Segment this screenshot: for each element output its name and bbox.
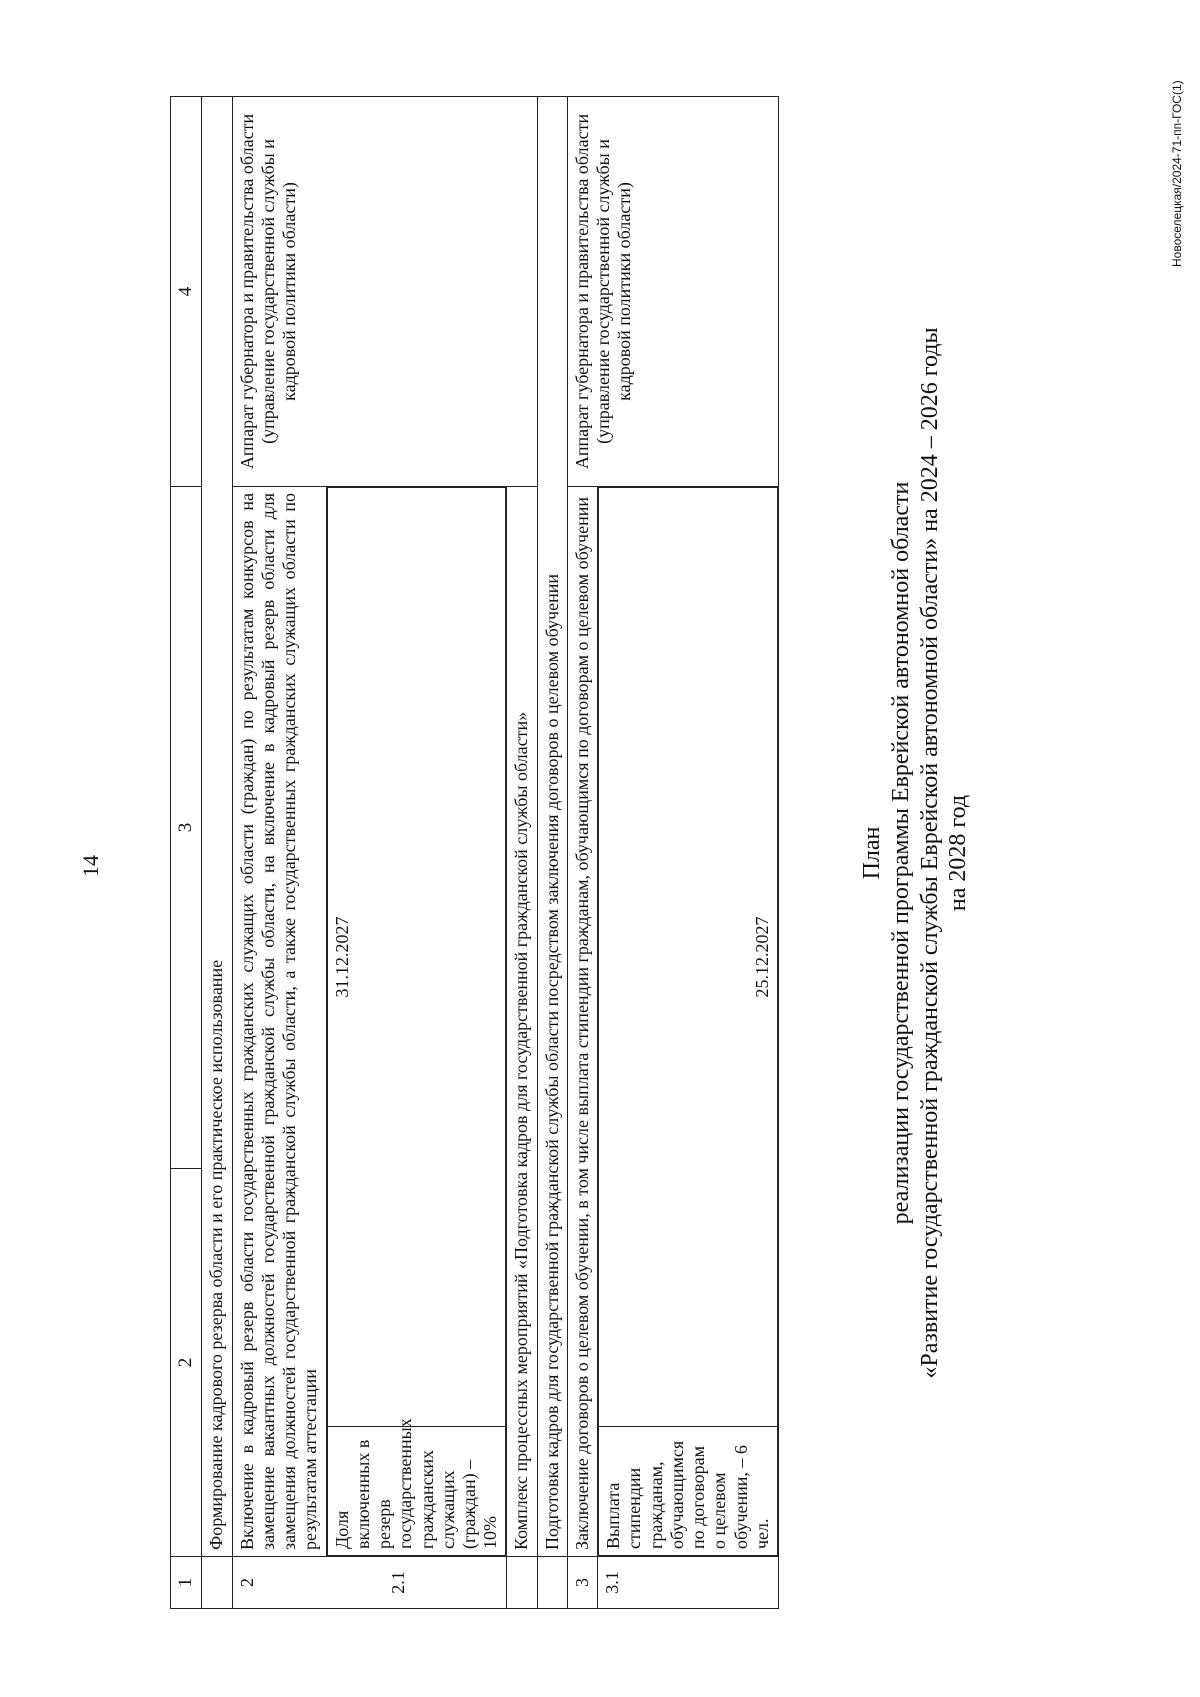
- complex-title: Комплекс процессных мероприятий «Подготовка кадров для государственной гражданской службы области»: [507, 487, 537, 1557]
- row-number: 2 2.1: [232, 1557, 507, 1609]
- plan-title: План: [859, 826, 885, 880]
- task-text: Включение в кадровый резерв области государственных гражданских служащих области (граждан) по результатам конкурсов на замещение вакантных должностей государственной гражданской службы области, на включение в кадровый резерв области для замещения должностей государственной гражданской службы области, а также государственных гражданских служащих области по результатам аттестации: [232, 487, 326, 1557]
- indicator-text: Выплата стипендии гражданам, обучающимся по договорам о целевом обучении, – 6 чел.: [599, 1427, 778, 1556]
- responsible-executor: Аппарат губернатора и правительства области (управление государственной службы и кадровой политики области): [232, 97, 537, 487]
- row-number: 2.1: [387, 1571, 408, 1594]
- indicator-text: Доля включенных в резерв государственных гражданских служащих (граждан) – 10%: [327, 1427, 506, 1556]
- indicator-inner: [598, 487, 778, 1556]
- section-row: [537, 97, 567, 1609]
- indicator-date: 25.12.2027: [599, 488, 778, 1427]
- document-code: Новоселецкая/2024-71-пп-ГОС(1): [1170, 80, 1184, 267]
- task-row: [232, 97, 326, 1609]
- section-row: [202, 97, 232, 1609]
- indicator-inner: [327, 487, 507, 1556]
- header-cell-3: 3: [171, 487, 202, 1169]
- empty-cell: [507, 1557, 537, 1609]
- plan-subtitle-line: «Развитие государственной гражданской службы Еврейской автономной области» на 2024 – 2026 годы: [916, 327, 943, 1379]
- header-cell-2: 2: [171, 1169, 202, 1557]
- header-cell-4: 4: [171, 97, 202, 487]
- responsible-executor: Аппарат губернатора и правительства области (управление государственной службы и кадровой политики области): [567, 97, 778, 487]
- plan-year: на 2028 год: [945, 794, 972, 912]
- section-title: Формирование кадрового резерва области и его практическое использование: [202, 97, 232, 1557]
- section-title: Подготовка кадров для государственной гражданской службы области посредством заключения договоров о целевом обучении: [537, 97, 567, 1557]
- table-header-row: [171, 97, 202, 1609]
- indicator-date: 31.12.2027: [327, 488, 506, 1427]
- indicator-split-cell: [326, 487, 507, 1557]
- page-number: 14: [78, 855, 103, 877]
- row-number: 3: [567, 1557, 597, 1609]
- plan-subtitle-line: реализации государственной программы Еврейской автономной области: [887, 481, 914, 1225]
- task-row: [567, 97, 597, 1609]
- row-number: 3.1: [598, 1557, 779, 1609]
- task-text: Заключение договоров о целевом обучении, в том числе выплата стипендии гражданам, обучающимся по договорам о целевом обучении: [567, 487, 597, 1557]
- plan-title-block: [858, 97, 973, 1609]
- empty-cell: [202, 1557, 232, 1609]
- empty-cell: [537, 1557, 567, 1609]
- header-cell-1: 1: [171, 1557, 202, 1609]
- indicator-split-cell: [598, 487, 779, 1557]
- plan-table: [170, 96, 779, 1609]
